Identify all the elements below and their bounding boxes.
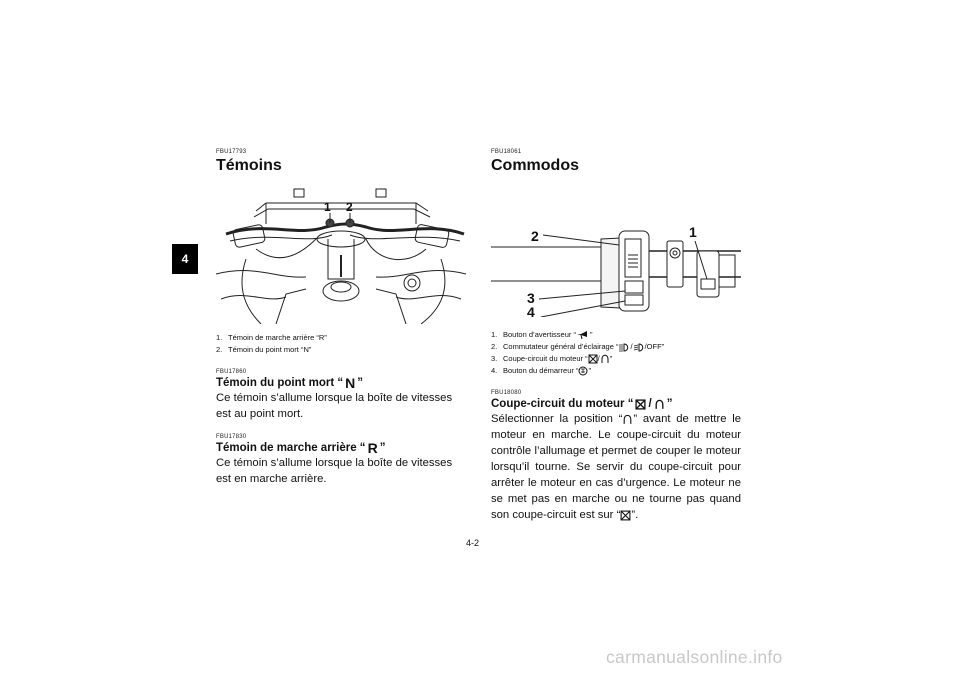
engine-run-icon [622, 414, 633, 425]
figure-number-1: 1 [324, 200, 331, 214]
indicator-lights-figure [216, 179, 466, 324]
watermark: carmanualsonline.info [606, 647, 783, 667]
section-code: FBU18080 [491, 390, 522, 396]
page-number: 4-2 [466, 538, 480, 548]
engine-stop-description: Sélectionner la position “ ” avant de mettre le moteur en marche. Le coupe-circuit du moteur contrôle l’allumage et permet de couper le moteur lorsqu’il tourne. Se servir du coupe-circuit pour arrêter le moteur en cas d’urgence. Le moteur ne se met pas en marche ou ne tourne pas quand son coupe-circuit est sur “ ”. [491, 413, 741, 521]
chapter-tab: 4 [172, 244, 198, 274]
neutral-light-heading: Témoin du point mort “ N ” [216, 375, 363, 391]
section-code: FBU17793 [216, 149, 247, 155]
right-caption-list [491, 329, 741, 377]
handlebar-illustration [216, 179, 466, 324]
engine-stop-icon [620, 510, 631, 521]
engine-run-icon [654, 399, 665, 410]
section-title-temoins: Témoins [216, 157, 282, 174]
reverse-symbol: R [367, 440, 378, 456]
reverse-light-section [216, 433, 466, 487]
section-title-commodos: Commodos [491, 157, 579, 174]
engine-stop-icon [588, 354, 598, 364]
engine-stop-heading: Coupe-circuit du moteur “ / ” [491, 398, 673, 410]
low-beam-icon [633, 343, 645, 352]
section-code: FBU17830 [216, 434, 247, 440]
reverse-light-heading: Témoin de marche arrière “ R ” [216, 440, 386, 456]
left-column [216, 148, 466, 487]
left-caption-list [216, 332, 466, 356]
reverse-light-description: Ce témoin s’allume lorsque la boîte de vitesses est en marche arrière. [216, 457, 453, 485]
engine-stop-icon [635, 399, 646, 410]
caption-item: 1. Bouton d’avertisseur “ ” [491, 330, 593, 339]
figure-number-2: 2 [531, 228, 539, 244]
engine-stop-section [491, 389, 741, 523]
engine-run-icon [600, 354, 610, 364]
neutral-symbol: N [345, 375, 356, 391]
high-beam-icon [618, 343, 630, 352]
figure-number-4: 4 [527, 304, 535, 317]
right-column [491, 148, 741, 523]
handlebar-switches-figure [491, 179, 741, 317]
switch-illustration [491, 179, 741, 317]
caption-item: 4. Bouton du démarreur “ ” [491, 366, 591, 375]
figure-number-3: 3 [527, 290, 535, 306]
caption-item: 3. Coupe-circuit du moteur “ / ” [491, 354, 613, 363]
neutral-light-section [216, 368, 466, 422]
neutral-light-description: Ce témoin s’allume lorsque la boîte de vitesses est au point mort. [216, 392, 453, 420]
horn-icon [576, 331, 590, 340]
section-code: FBU17860 [216, 369, 247, 375]
figure-number-1: 1 [689, 224, 697, 240]
figure-number-2: 2 [346, 200, 353, 214]
caption-item: 1. Témoin de marche arrière “R” [216, 333, 327, 342]
caption-item: 2. Témoin du point mort “N” [216, 345, 312, 354]
caption-item: 2. Commutateur général d’éclairage “ / /OFF” [491, 342, 665, 351]
starter-icon [578, 366, 588, 376]
section-code: FBU18061 [491, 149, 522, 155]
